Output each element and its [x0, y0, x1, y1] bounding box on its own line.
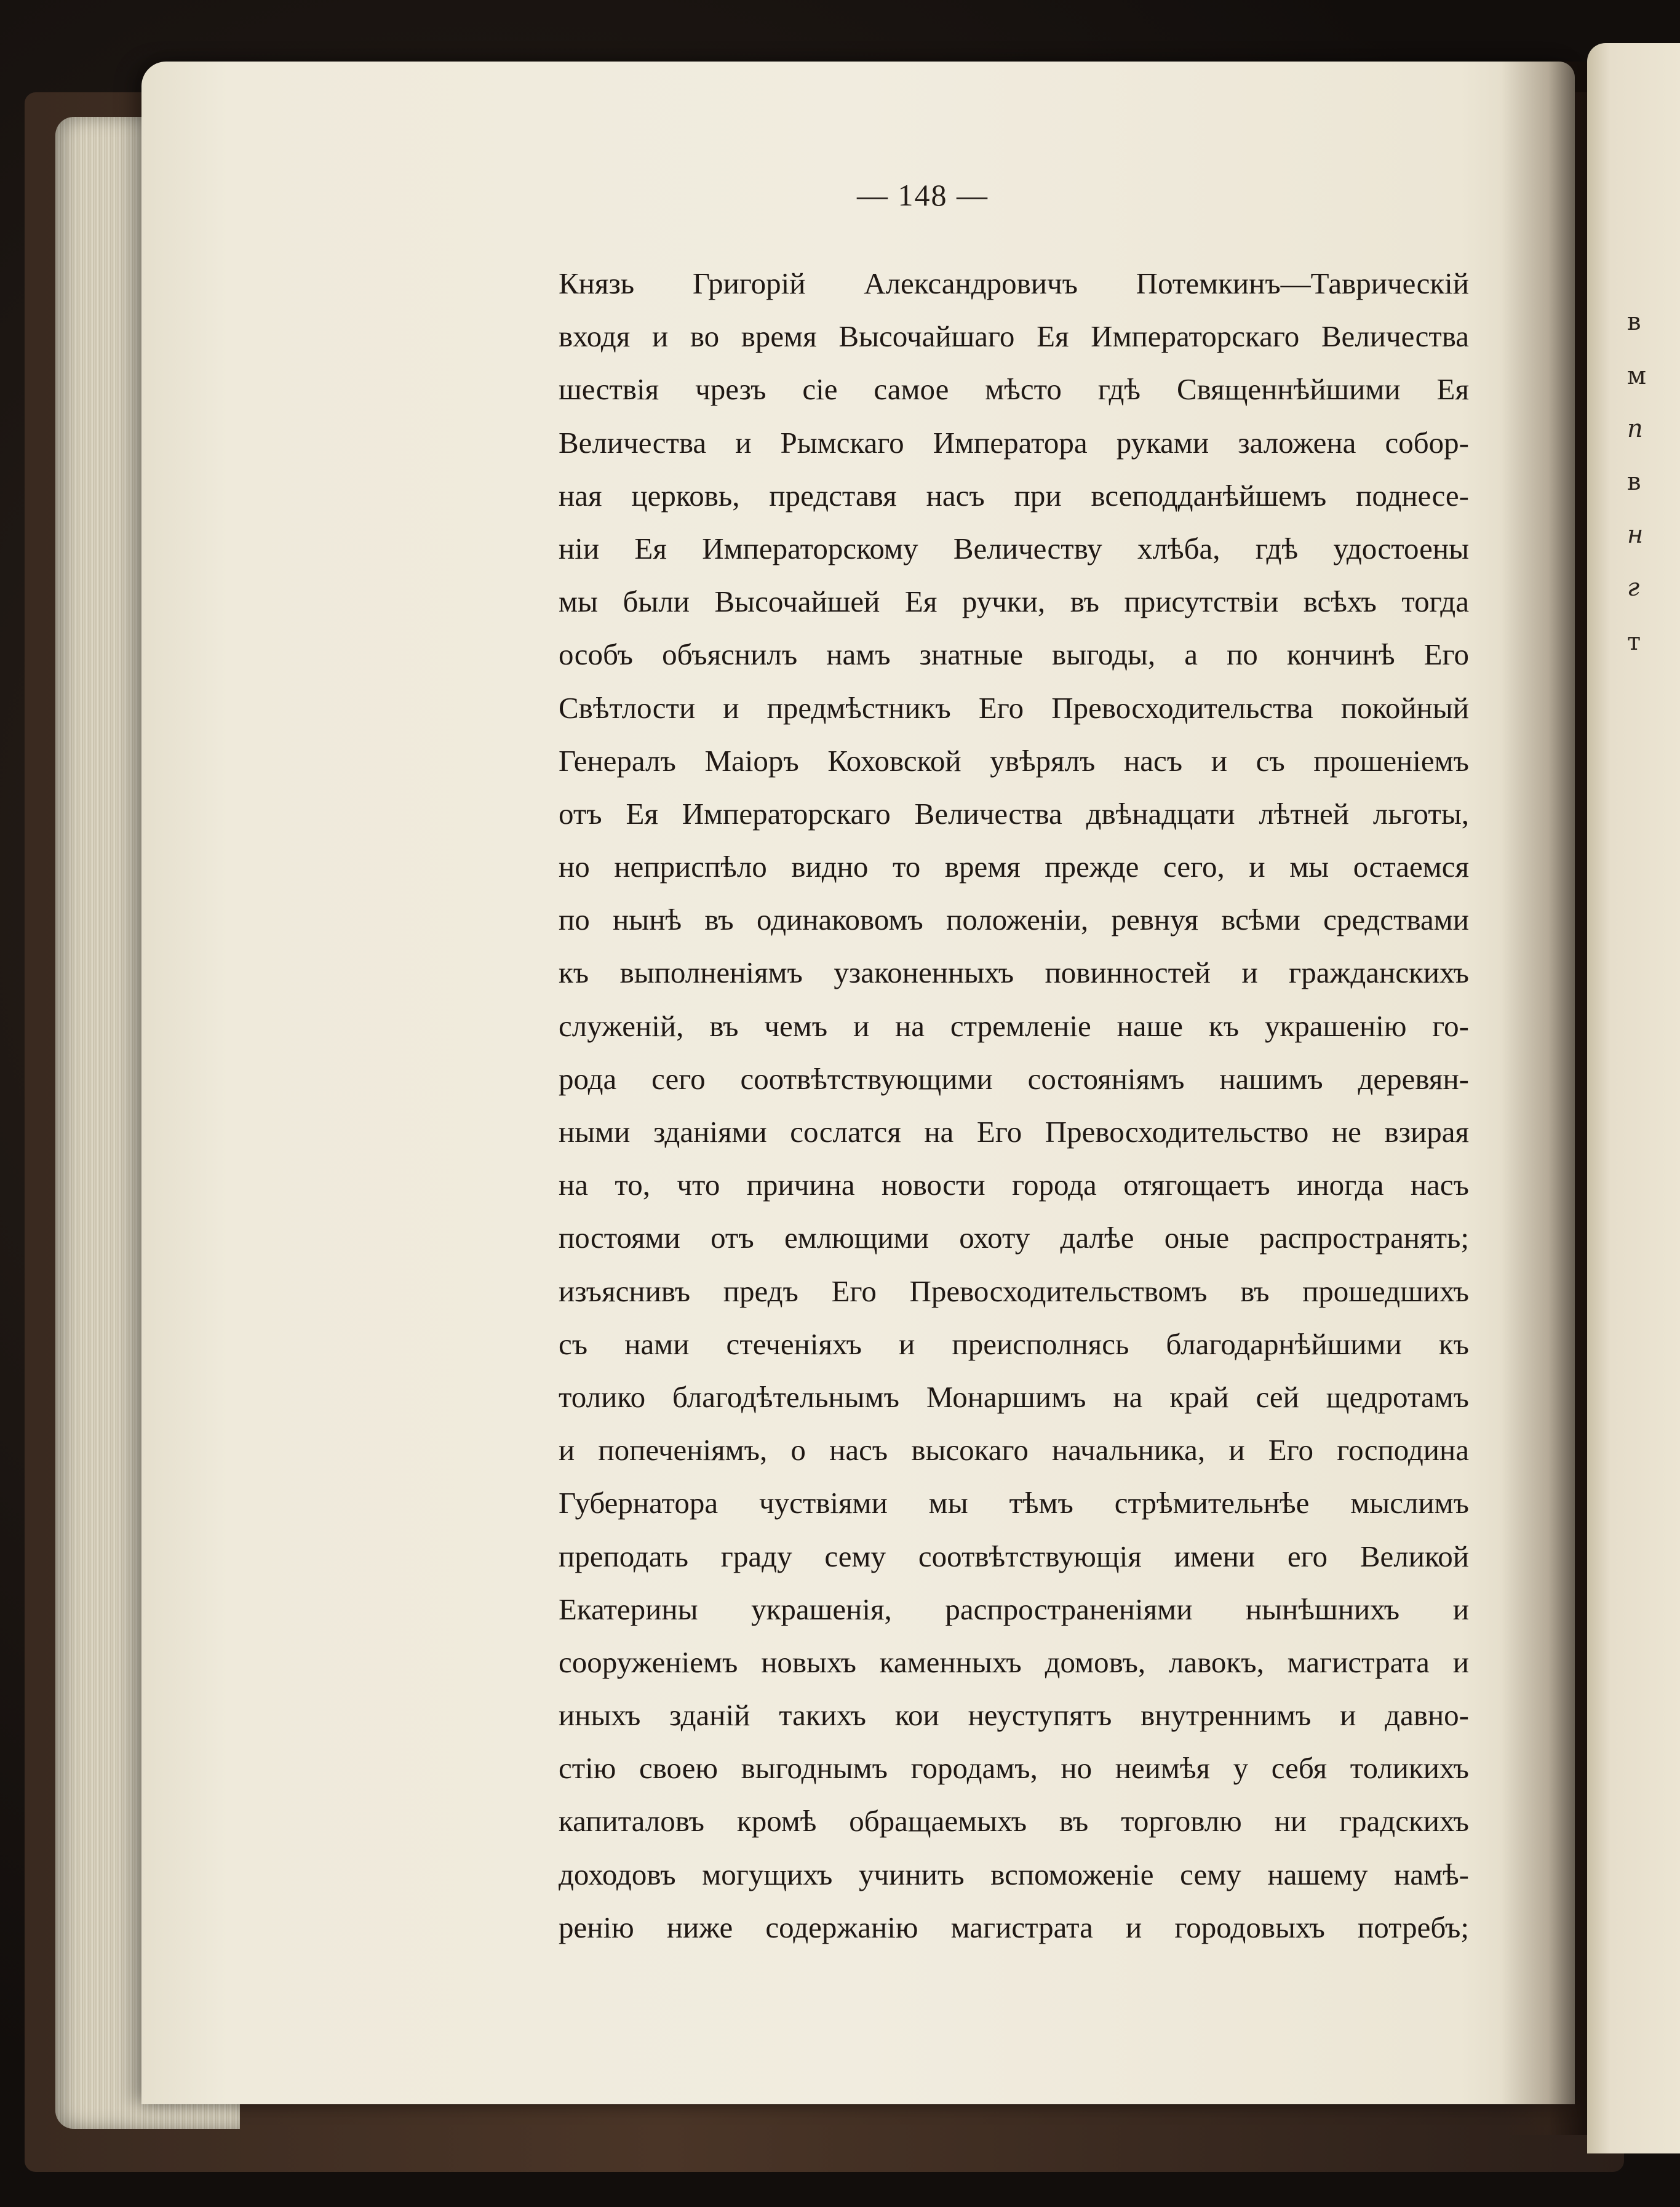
- text-line: рода сего соотвѣтствующими состояніямъ нашимъ деревян-: [559, 1061, 1469, 1096]
- text-line: къ выполненіямъ узаконенныхъ повинностей и гражданскихъ: [559, 956, 1469, 990]
- text-line: ренію ниже содержанію магистрата и городовыхъ потребъ;: [559, 1910, 1469, 1944]
- text-line: ная церковь, представя насъ при всеподданѣйшемъ поднесе-: [559, 478, 1469, 513]
- text-line: постоями отъ емлющими охоту далѣе оные распространять;: [559, 1221, 1469, 1255]
- text-line: съ нами стеченіяхъ и преисполнясь благодарнѣйшими къ: [559, 1327, 1469, 1361]
- text-line: сооруженіемъ новыхъ каменныхъ домовъ, лавокъ, магистрата и: [559, 1645, 1469, 1679]
- next-page-fragment: в: [1627, 468, 1641, 496]
- text-line: ными зданіями сослатся на Его Превосходительство не взирая: [559, 1115, 1469, 1149]
- text-line: преподать граду сему соотвѣтствующія имени его Великой: [559, 1539, 1469, 1573]
- next-page-fragment: н: [1627, 521, 1644, 549]
- body-text: [559, 257, 1469, 1954]
- text-line: ніи Ея Императорскому Величеству хлѣба, гдѣ удостоены: [559, 531, 1469, 565]
- text-line: Губернатора чуствіями мы тѣмъ стрѣмительнѣе мыслимъ: [559, 1486, 1469, 1520]
- text-line: доходовъ могущихъ учинить вспоможеніе сему нашему намѣ-: [559, 1857, 1469, 1891]
- text-line: но неприспѣло видно то время прежде сего, и мы остаемся: [559, 850, 1469, 884]
- next-page-edge: [1587, 43, 1680, 2153]
- text-line: и попеченіямъ, о насъ высокаго начальника, и Его господина: [559, 1433, 1469, 1467]
- text-line: входя и во время Высочайшаго Ея Императорскаго Величества: [559, 319, 1469, 354]
- text-line: иныхъ зданій такихъ кои неуступятъ внутреннимъ и давно-: [559, 1698, 1469, 1733]
- text-line: особъ объяснилъ намъ знатные выгоды, а по кончинѣ Его: [559, 637, 1469, 672]
- text-line: Величества и Рымскаго Императора руками заложена собор-: [559, 425, 1469, 460]
- book-gutter: [1501, 62, 1587, 2135]
- text-line: служеній, въ чемъ и на стремленіе наше къ украшенію го-: [559, 1008, 1469, 1043]
- text-line: шествія чрезъ сіе самое мѣсто гдѣ Священнѣйшими Ея: [559, 372, 1469, 407]
- text-line: стію своею выгоднымъ городамъ, но неимѣя у себя толикихъ: [559, 1751, 1469, 1786]
- text-line: мы были Высочайшей Ея ручки, въ присутствіи всѣхъ тогда: [559, 585, 1469, 619]
- text-line: толико благодѣтельнымъ Монаршимъ на край сей щедротамъ: [559, 1379, 1469, 1414]
- text-line: Екатерины украшенія, распространеніями нынѣшнихъ и: [559, 1592, 1469, 1626]
- text-line: Генералъ Маіоръ Коховской увѣрялъ насъ и съ прошеніемъ: [559, 743, 1469, 778]
- page-number: — 148 —: [857, 178, 989, 212]
- next-page-fragment: г: [1627, 573, 1640, 602]
- next-page-fragment: в: [1627, 308, 1641, 336]
- next-page-fragment: т: [1627, 628, 1641, 656]
- text-line: отъ Ея Императорскаго Величества двѣнадцати лѣтней льготы,: [559, 796, 1469, 831]
- text-line: капиталовъ кромѣ обращаемыхъ въ торговлю ни градскихъ: [559, 1804, 1469, 1838]
- text-line: Свѣтлости и предмѣстникъ Его Превосходительства покойный: [559, 690, 1469, 725]
- text-line: по нынѣ въ одинаковомъ положеніи, ревнуя всѣми средствами: [559, 903, 1469, 937]
- next-page-fragment: м: [1627, 362, 1647, 390]
- text-line: на то, что причина новости города отягощаетъ иногда насъ: [559, 1168, 1469, 1202]
- text-line: Князь Григорій Александровичъ Потемкинъ—Таврическій: [559, 266, 1469, 300]
- text-line: изъяснивъ предъ Его Превосходительствомъ въ прошедшихъ: [559, 1274, 1469, 1308]
- next-page-fragment: п: [1627, 415, 1643, 443]
